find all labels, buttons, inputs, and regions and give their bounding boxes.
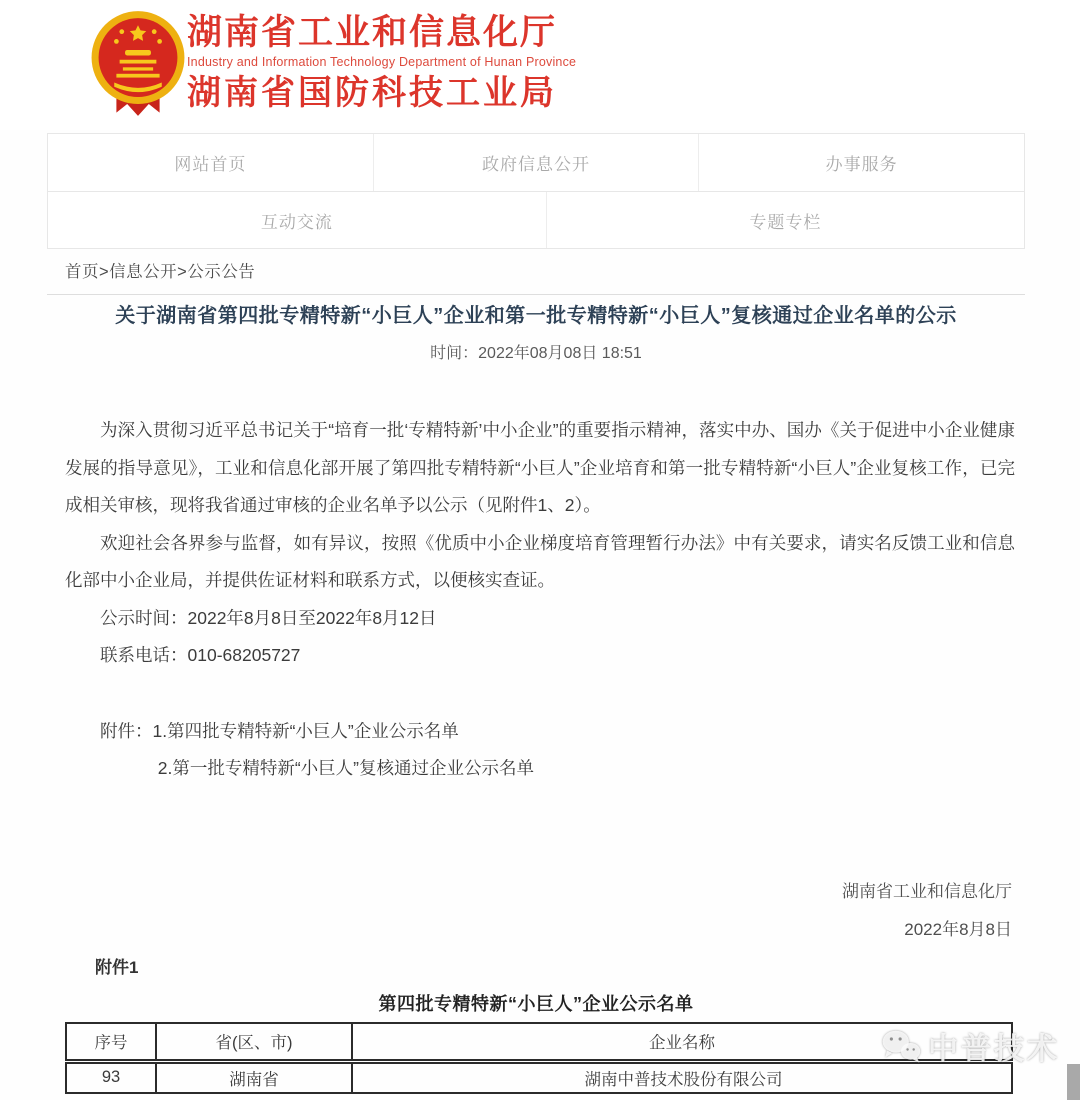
nav-row-2: [48, 191, 1024, 248]
cell-serial: 93: [66, 1061, 156, 1093]
nav-row-1: [48, 134, 1024, 191]
nav-item-interaction[interactable]: 互动交流: [260, 212, 333, 232]
attachment-2-line: 2.第一批专精特新“小巨人”复核通过企业公示名单: [157, 758, 534, 778]
watermark-text: 中普技术: [928, 1033, 1060, 1066]
article-time: 时间：2022年08月08日 18:51: [430, 345, 642, 362]
org-name-primary: 湖南省工业和信息化厅: [187, 13, 558, 52]
nav-item-services[interactable]: 办事服务: [698, 134, 1024, 191]
nav-item-home[interactable]: 网站首页: [174, 155, 247, 174]
annex-table-title: 第四批专精特新“小巨人”企业公示名单: [378, 994, 694, 1014]
cell-province: 湖南省: [156, 1061, 352, 1093]
paragraph-1: 为深入贯彻习近平总书记关于“培育一批‘专精特新’中小企业”的重要指示精神，落实中办、国办《关于促进中小企业健康发展的指导意见》，工业和信息化部开展了第四批专精特新“小巨人”企业培育和第一批专精特新“小巨人”企业复核工作，已完成相关审核，现将我省通过审核的企业名单予以公示（见附件1、2）。: [65, 420, 1015, 515]
org-name-secondary: 湖南省国防科技工业局: [187, 74, 557, 112]
header-serial: 序号: [66, 1023, 156, 1061]
signer-name: 湖南省工业和信息化厅: [842, 882, 1012, 901]
paragraph-2: 欢迎社会各界参与监督，如有异议，按照《优质中小企业梯度培育管理暂行办法》中有关要求，请实名反馈工业和信息化部中小企业局，并提供佐证材料和联系方式，以便核实查证。: [65, 532, 1015, 590]
org-title-block: [187, 13, 576, 113]
org-name-english: Industry and Information Technology Department of Hunan Province: [187, 55, 577, 69]
corner-artifact: [1067, 1064, 1080, 1100]
national-emblem-icon: [84, 6, 192, 120]
cell-company: 湖南中普技术股份有限公司: [352, 1061, 1012, 1093]
company-table: [65, 1022, 1013, 1094]
public-time-line: 公示时间：2022年8月8日至2022年8月12日: [100, 607, 437, 628]
attachment-1-line: 附件：1.第四批专精特新“小巨人”企业公示名单: [100, 720, 459, 741]
header-province: 省(区、市): [156, 1023, 352, 1061]
table-header-row: [66, 1023, 1012, 1061]
header-company: 企业名称: [352, 1023, 1012, 1061]
article-body: [65, 412, 1015, 788]
spacer: [65, 675, 1015, 713]
main-nav: [47, 133, 1025, 249]
sign-date: 2022年8月8日: [904, 920, 1012, 939]
nav-item-gov-info[interactable]: 政府信息公开: [373, 134, 699, 191]
phone-line: 联系电话：010-68205727: [100, 645, 301, 665]
signature-block: [842, 873, 1012, 949]
annex-label: 附件1: [95, 958, 139, 977]
breadcrumb[interactable]: 首页>信息公开>公示公告: [65, 263, 256, 281]
breadcrumb-bar: [47, 252, 1025, 295]
site-header: [0, 0, 1080, 130]
nav-item-special-columns[interactable]: 专题专栏: [546, 192, 1024, 248]
article-title: 关于湖南省第四批专精特新“小巨人”企业和第一批专精特新“小巨人”复核通过企业名单的公示: [115, 305, 957, 327]
table-row: [66, 1061, 1012, 1093]
